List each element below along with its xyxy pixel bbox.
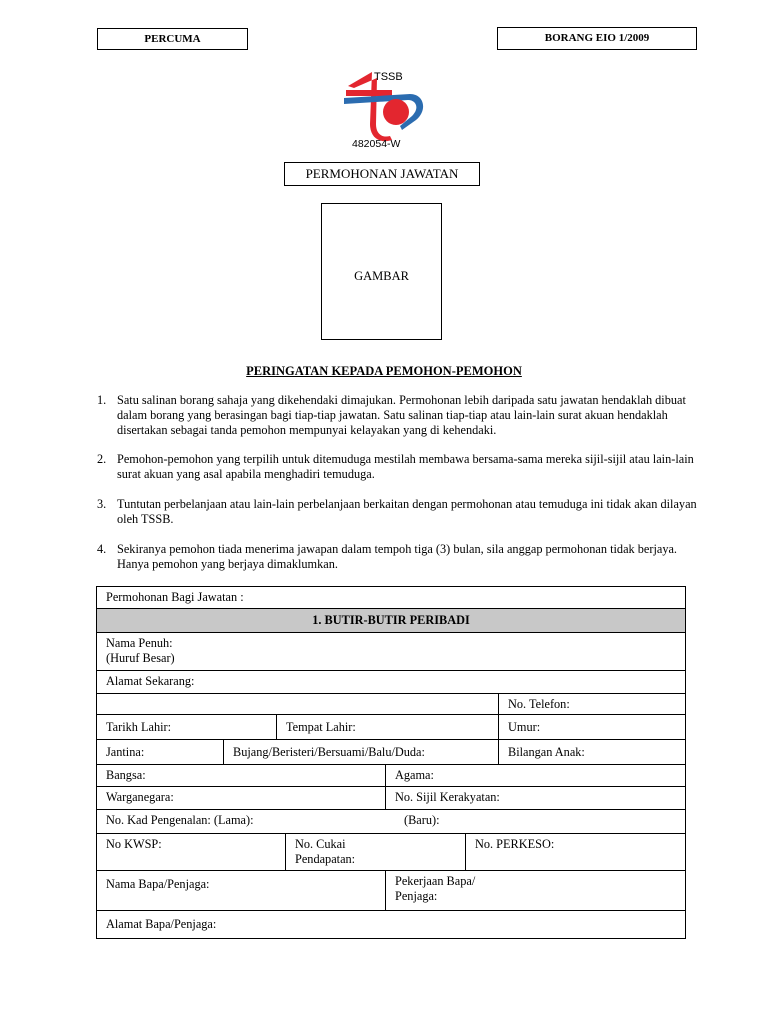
guardian-address-field[interactable]: Alamat Bapa/Penjaga: <box>106 917 217 931</box>
full-name-note: (Huruf Besar) <box>106 651 175 665</box>
section-header <box>97 609 685 633</box>
warning-number: 3. <box>97 497 107 511</box>
children-field[interactable]: Bilangan Anak: <box>508 745 585 759</box>
address-continued-field[interactable] <box>97 694 499 714</box>
perkeso-field[interactable]: No. PERKESO: <box>475 837 555 851</box>
phone-field[interactable]: No. Telefon: <box>508 697 570 711</box>
position-row <box>97 587 685 609</box>
birth-row <box>97 715 685 740</box>
tax-label-line2: Pendapatan: <box>295 852 356 866</box>
full-name-field[interactable] <box>97 633 685 670</box>
ic-new-field[interactable]: (Baru): <box>404 813 440 827</box>
age-field[interactable]: Umur: <box>508 720 541 734</box>
address-row <box>97 671 685 694</box>
race-field[interactable]: Bangsa: <box>97 765 386 786</box>
position-field[interactable]: Permohonan Bagi Jawatan : <box>106 590 244 604</box>
guardian-address-row <box>97 911 685 938</box>
phone-row <box>97 694 685 715</box>
warning-text: Pemohon-pemohon yang terpilih untuk ditemuduga mestilah membawa bersama-sama mereka sijil-sijil atau lain-lain surat akuan yang asal apabila menghadiri temuduga. <box>117 452 694 481</box>
kwsp-field[interactable]: No KWSP: <box>97 834 286 870</box>
tax-label: No. Cukai <box>295 837 346 851</box>
warning-item <box>97 542 697 572</box>
dob-field[interactable]: Tarikh Lahir: <box>97 715 277 739</box>
guardian-name-field[interactable]: Nama Bapa/Penjaga: <box>97 871 386 910</box>
warnings-heading: PERINGATAN KEPADA PEMOHON-PEMOHON <box>246 364 522 378</box>
guardian-row <box>97 871 685 911</box>
ic-old-field[interactable]: No. Kad Pengenalan: (Lama): <box>106 813 254 827</box>
company-registration-number: 482054-W <box>352 138 401 150</box>
warning-item <box>97 452 697 482</box>
warning-item <box>97 497 697 527</box>
full-name-label: Nama Penuh: <box>106 636 173 650</box>
guardian-job-label-line2: Penjaga: <box>395 889 438 903</box>
guardian-job-field[interactable] <box>386 871 685 910</box>
personal-details-form <box>96 586 686 939</box>
section-title: 1. BUTIR-BUTIR PERIBADI <box>312 613 470 627</box>
citizenship-cert-field[interactable]: No. Sijil Kerakyatan: <box>395 790 500 804</box>
citizenship-row <box>97 787 685 810</box>
warning-item <box>97 393 697 438</box>
guardian-job-label: Pekerjaan Bapa/ <box>395 874 476 888</box>
gender-row <box>97 740 685 765</box>
logo-brand-text: TSSB <box>374 71 403 83</box>
warning-text: Tuntutan perbelanjaan atau lain-lain perbelanjaan berkaitan dengan permohonan atau temuduga ini tidak akan dilayan oleh TSSB. <box>117 497 697 526</box>
ic-row <box>97 810 685 834</box>
warning-number: 4. <box>97 542 107 556</box>
tax-field[interactable] <box>286 834 466 870</box>
numbers-row <box>97 834 685 871</box>
gender-field[interactable]: Jantina: <box>97 740 224 764</box>
percuma-label: PERCUMA <box>97 28 248 50</box>
religion-field[interactable]: Agama: <box>395 768 434 782</box>
marital-status-field[interactable]: Bujang/Beristeri/Bersuami/Balu/Duda: <box>224 740 499 764</box>
photo-placeholder <box>321 203 442 340</box>
page-title: PERMOHONAN JAWATAN <box>284 162 480 186</box>
warning-number: 1. <box>97 393 107 407</box>
current-address-field[interactable]: Alamat Sekarang: <box>106 674 195 688</box>
birthplace-field[interactable]: Tempat Lahir: <box>277 715 499 739</box>
warning-text: Satu salinan borang sahaja yang dikehendaki dimajukan. Permohonan lebih daripada satu jawatan hendaklah dibuat dalam borang yang berasingan bagi tiap-tiap jawatan. Satu salinan tiap-tiap atau lain-lain surat akuan hendaklah disertakan sebagai tanda pemohon mempunyai kelayakan yang di kehendaki. <box>117 393 686 437</box>
full-name-row <box>97 633 685 671</box>
warning-text: Sekiranya pemohon tiada menerima jawapan dalam tempoh tiga (3) bulan, sila anggap permohonan tidak berjaya. Hanya pemohon yang berjaya dimaklumkan. <box>117 542 678 571</box>
citizenship-field[interactable]: Warganegara: <box>97 787 386 809</box>
photo-label: GAMBAR <box>354 269 409 283</box>
warning-number: 2. <box>97 452 107 466</box>
form-code-label: BORANG EIO 1/2009 <box>497 27 697 50</box>
race-row <box>97 765 685 787</box>
